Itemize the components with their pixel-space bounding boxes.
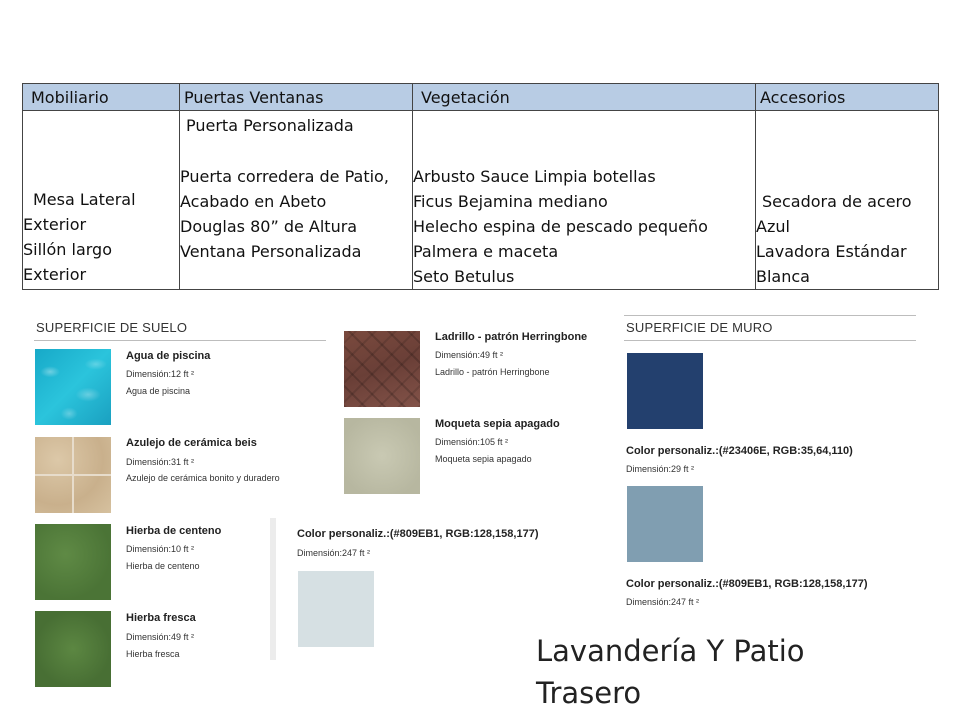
list-item: Puerta corredera de Patio,	[180, 167, 389, 186]
wall-section-title: SUPERFICIE DE MURO	[626, 320, 773, 335]
divider	[270, 518, 276, 660]
list-item: Arbusto Sauce Limpia botellas	[413, 167, 656, 186]
material-name: Hierba de centeno	[126, 525, 222, 537]
material-dimension: Dimensión:247 ft ²	[297, 548, 371, 558]
rye-grass-swatch	[35, 524, 111, 600]
list-item: Douglas 80” de Altura	[180, 217, 358, 236]
table-header-row	[23, 84, 939, 111]
list-item: Palmera e maceta	[413, 242, 559, 261]
material-name: Azulejo de cerámica beis	[126, 437, 257, 449]
material-dimension: Dimensión:49 ft ²	[435, 350, 504, 360]
wall-color-swatch	[627, 486, 703, 562]
material-name: Agua de piscina	[126, 350, 211, 362]
material-description: Hierba fresca	[126, 649, 180, 659]
material-name: Color personaliz.:(#809EB1, RGB:128,158,177)	[626, 578, 868, 590]
list-item: Sillón largo	[23, 240, 112, 259]
material-name: Color personaliz.:(#809EB1, RGB:128,158,177)	[297, 528, 539, 540]
material-dimension: Dimensión:105 ft ²	[435, 437, 509, 447]
list-item: Exterior	[23, 265, 87, 284]
herringbone-brick-swatch	[344, 331, 420, 407]
material-description: Azulejo de cerámica bonito y duradero	[126, 473, 280, 483]
list-item: Helecho espina de pescado pequeño	[413, 217, 708, 236]
material-name: Hierba fresca	[126, 612, 196, 624]
list-item: Seto Betulus	[413, 267, 515, 286]
beige-tile-swatch	[35, 437, 111, 513]
material-name: Moqueta sepia apagado	[435, 418, 560, 430]
list-item: Ficus Bejamina mediano	[413, 192, 608, 211]
floor-section-title: SUPERFICIE DE SUELO	[36, 320, 188, 335]
material-dimension: Dimensión:29 ft ²	[626, 464, 695, 474]
fresh-grass-swatch	[35, 611, 111, 687]
pool-water-swatch	[35, 349, 111, 425]
table-row	[23, 111, 939, 290]
sepia-carpet-swatch	[344, 418, 420, 494]
list-item: Exterior	[23, 215, 87, 234]
header-accesorios: Accesorios	[756, 84, 939, 111]
list-item: Secadora de acero	[762, 192, 912, 211]
cell-mobiliario	[23, 111, 180, 290]
material-dimension: Dimensión:49 ft ²	[126, 632, 195, 642]
list-item: Azul	[756, 217, 790, 236]
list-item: Blanca	[756, 267, 810, 286]
cell-puertas-ventanas	[180, 111, 413, 290]
material-name: Ladrillo - patrón Herringbone	[435, 331, 588, 343]
header-puertas-ventanas: Puertas Ventanas	[180, 84, 413, 111]
material-description: Ladrillo - patrón Herringbone	[435, 367, 550, 377]
cell-vegetacion	[413, 111, 756, 290]
list-item: Lavadora Estándar	[756, 242, 907, 261]
divider	[624, 340, 916, 341]
list-item: Ventana Personalizada	[180, 242, 362, 261]
material-description: Agua de piscina	[126, 386, 191, 396]
header-mobiliario: Mobiliario	[23, 84, 180, 111]
list-item: Acabado en Abeto	[180, 192, 327, 211]
list-item: Mesa Lateral	[33, 190, 136, 209]
page-title: Lavandería Y Patio Trasero	[536, 634, 805, 710]
header-vegetacion: Vegetación	[413, 84, 756, 111]
items-table	[22, 83, 939, 290]
material-description: Hierba de centeno	[126, 561, 200, 571]
custom-color-swatch	[298, 571, 374, 647]
material-dimension: Dimensión:31 ft ²	[126, 457, 195, 467]
material-dimension: Dimensión:12 ft ²	[126, 369, 195, 379]
list-item: Puerta Personalizada	[186, 116, 354, 135]
wall-color-swatch	[627, 353, 703, 429]
material-name: Color personaliz.:(#23406E, RGB:35,64,110)	[626, 445, 853, 457]
divider	[624, 315, 916, 316]
cell-accesorios	[756, 111, 939, 290]
material-description: Moqueta sepia apagado	[435, 454, 532, 464]
material-dimension: Dimensión:10 ft ²	[126, 544, 195, 554]
material-dimension: Dimensión:247 ft ²	[626, 597, 700, 607]
divider	[34, 340, 326, 341]
